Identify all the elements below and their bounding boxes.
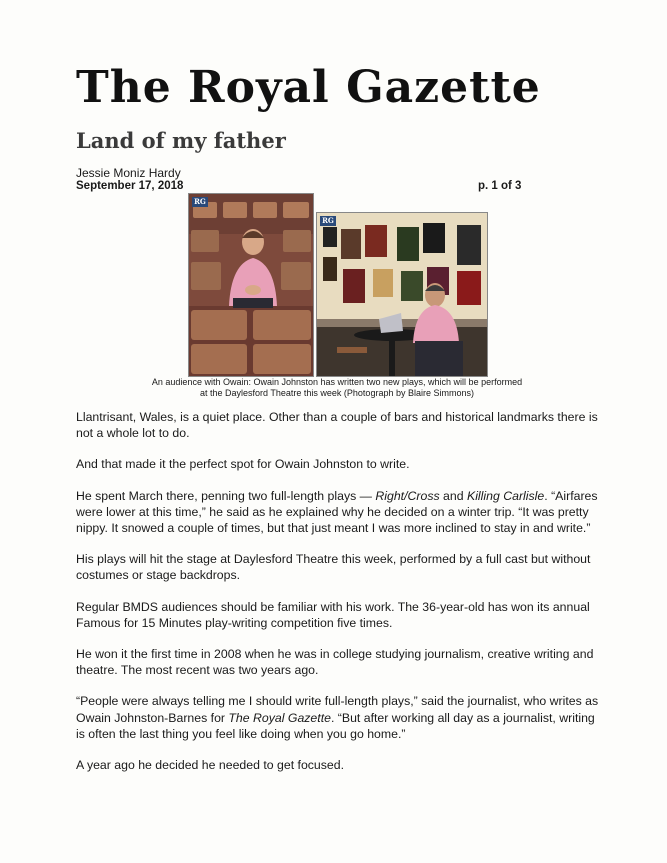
- article-body: [76, 409, 601, 788]
- text-run: . “Airfares were lower at this time,” he said as he explained why he decided on a winter trip. “It was pretty nippy. It snowed a couple of times, but that just meant I was more inclined to stay in and write.”: [76, 488, 598, 536]
- paragraph: [76, 488, 601, 537]
- play-title: Killing Carlisle: [467, 488, 545, 503]
- publication-date: September 17, 2018: [76, 180, 184, 192]
- paragraph: Regular BMDS audiences should be familiar with his work. The 36-year-old has won its annual Famous for 15 Minutes play-writing competition five times.: [76, 599, 590, 630]
- paragraph: Llantrisant, Wales, is a quiet place. Other than a couple of bars and historical landmarks there is not a whole lot to do.: [76, 410, 598, 441]
- paragraph: A year ago he decided he needed to get focused.: [76, 758, 345, 773]
- text-run: “People were always telling me I should write full-length plays,” said the journalist, who writes as Owain Johnston-Barnes for: [76, 694, 599, 725]
- paragraph: And that made it the perfect spot for Owain Johnston to write.: [76, 457, 410, 472]
- page-number: p. 1 of 3: [478, 180, 522, 192]
- byline-author: Jessie Moniz Hardy: [76, 166, 181, 180]
- photo-laptop-posters: [316, 212, 488, 377]
- paragraph: His plays will hit the stage at Daylesford Theatre this week, performed by a full cast but without costumes or stage backdrops.: [76, 552, 591, 583]
- theatre-seats-image: [189, 194, 313, 376]
- headline: Land of my father: [76, 128, 286, 153]
- text-run: and: [439, 488, 467, 503]
- masthead: The Royal Gazette: [76, 62, 541, 113]
- rg-badge: RG: [320, 216, 336, 226]
- laptop-posters-image: [317, 213, 487, 376]
- text-run: He spent March there, penning two full-length plays —: [76, 488, 376, 503]
- paragraph: [76, 693, 601, 742]
- publication-name: The Royal Gazette: [228, 710, 331, 725]
- text-run: . “But after working all day as a journalist, writing is often the last thing you feel like doing when you go home.”: [76, 710, 595, 741]
- paragraph: He won it the first time in 2008 when he was in college studying journalism, creative writing and theatre. The most recent was two years ago.: [76, 647, 594, 678]
- rg-badge: RG: [192, 197, 208, 207]
- play-title: Right/Cross: [375, 488, 440, 503]
- photo-theatre-seats: [188, 193, 314, 377]
- photo-caption: An audience with Owain: Owain Johnston has written two new plays, which will be performed at the Daylesford Theatre this week (Photograph by Blaire Simmons): [151, 377, 523, 398]
